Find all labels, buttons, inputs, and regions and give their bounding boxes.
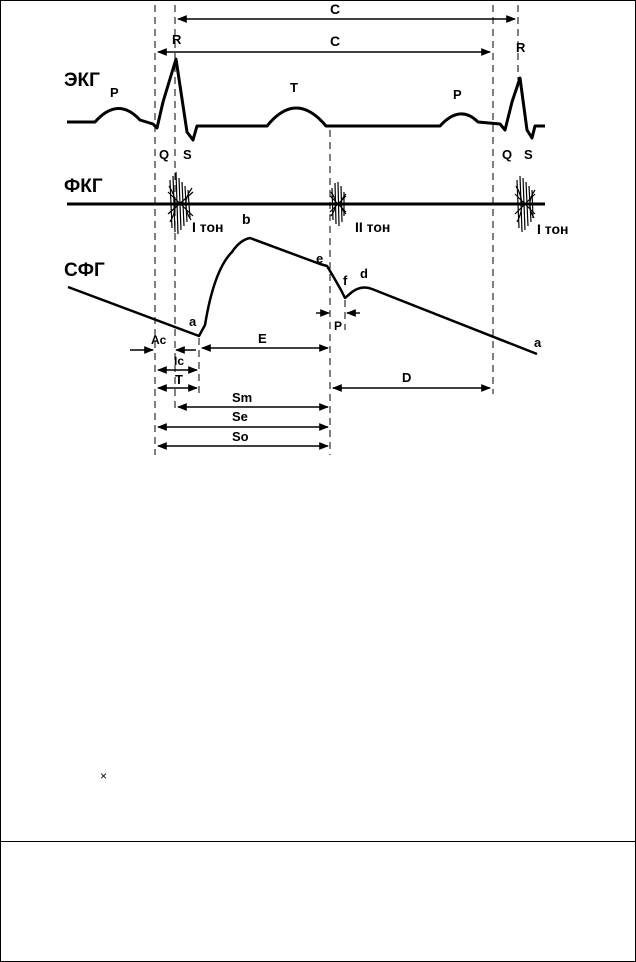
close-icon[interactable]: × [100, 769, 108, 783]
sm-label: Sm [232, 390, 253, 405]
ecg-trace [67, 59, 545, 140]
t-label: T [175, 372, 183, 387]
ecg-p2-label: P [453, 87, 462, 102]
d-label: D [402, 370, 412, 385]
ecg-label: ЭКГ [64, 70, 100, 91]
p-label: P [334, 319, 343, 333]
ecg-r2-label: R [516, 40, 526, 55]
e-label: E [258, 331, 267, 346]
sphygmo-b-label: b [242, 211, 251, 227]
pcg-label: ФКГ [64, 176, 103, 197]
ecg-r1-label: R [172, 32, 182, 47]
c-top-label: C [330, 1, 341, 17]
ecg-s2-label: S [524, 147, 533, 162]
tone3-label: I тон [537, 221, 569, 237]
tone1-label: I тон [192, 219, 224, 235]
so-label: So [232, 429, 249, 444]
se-label: Se [232, 409, 248, 424]
tone3-burst [515, 176, 535, 232]
sphygmo-f-label: f [343, 273, 348, 288]
ecg-t-label: T [290, 80, 298, 95]
sphygmo-a1-label: a [189, 314, 197, 329]
sphygmo-a2-label: a [534, 335, 542, 350]
sphygmogram-trace [68, 238, 537, 354]
ecg-p1-label: P [110, 85, 119, 100]
tone2-label: II тон [355, 219, 391, 235]
ac-label: Ac [151, 333, 167, 347]
ic-label: Ic [174, 354, 185, 368]
c-mid-label: C [330, 33, 341, 49]
sphygmo-e-label: e [316, 251, 324, 266]
ecg-s1-label: S [183, 147, 192, 162]
sphygmo-label: СФГ [64, 260, 105, 281]
interval-arrows [130, 19, 515, 446]
ecg-q1-label: Q [159, 147, 170, 162]
sphygmo-d-label: d [360, 266, 368, 281]
ecg-q2-label: Q [502, 147, 513, 162]
tone2-burst [330, 182, 346, 226]
